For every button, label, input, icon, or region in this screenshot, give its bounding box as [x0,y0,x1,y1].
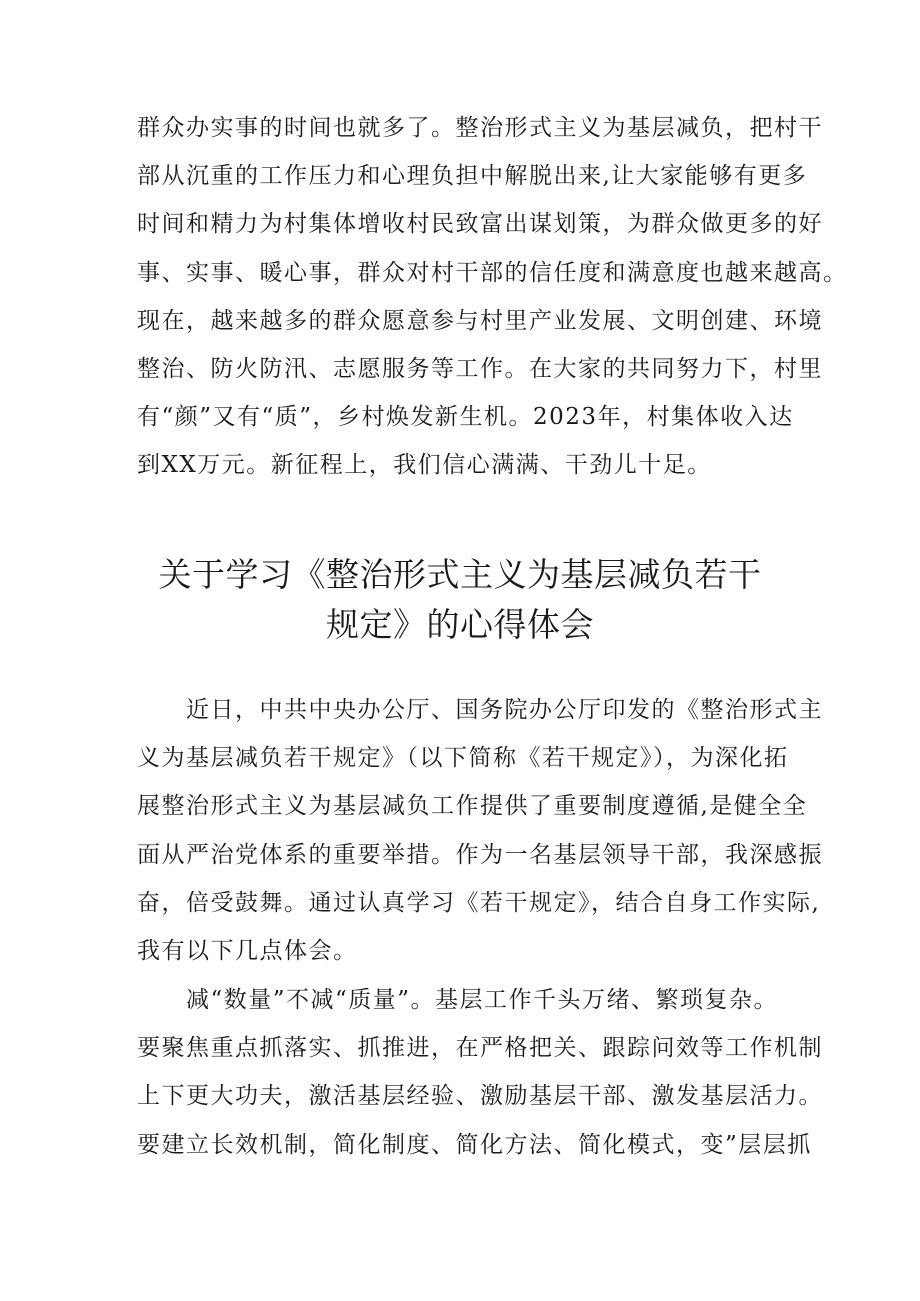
article-title [120,550,800,650]
intro-paragraph [137,686,823,975]
text-line: 有“颜”又有“质”，乡村焕发新生机。2023年，村集体收入达 [137,404,794,431]
text-line: 近日，中共中央办公厅、国务院办公厅印发的《整治形式主 [137,697,823,723]
text-line: 我有以下几点体会。 [137,938,358,965]
text-line: 事、实事、暖心事，群众对村干部的信任度和满意度也越来越高。 [137,259,848,286]
text-line: 上下更大功夫，激活基层经验、激励基层干部、激发基层活力。 [137,1083,823,1110]
text-line: 义为基层减负若干规定》（以下简称《若干规定》），为深化拓 [137,745,789,772]
text-line: 要聚焦重点抓落实、抓推进，在严格把关、跟踪问效等工作机制 [137,1035,823,1062]
text-line: 时间和精力为村集体增收村民致富出谋划策，为群众做更多的好 [137,211,823,238]
text-line: 整治、防火防汛、志愿服务等工作。在大家的共同努力下，村里 [137,356,823,383]
text-line: 奋，倍受鼓舞。通过认真学习《若干规定》，结合自身工作实际, [137,889,821,916]
continuation-paragraph [137,104,848,490]
text-line: 到XX万元。新征程上，我们信心满满、干劲儿十足。 [137,452,712,479]
text-line: 群众办实事的时间也就多了。整治形式主义为基层减负，把村干 [137,115,823,141]
text-line: 面从严治党体系的重要举措。作为一名基层领导干部，我深感振 [137,841,823,868]
text-line: 现在，越来越多的群众愿意参与村里产业发展、文明创建、环境 [137,307,823,334]
point-paragraph [137,976,823,1169]
text-line: 部从沉重的工作压力和心理负担中解脱出来,让大家能够有更多 [137,163,808,190]
text-line: 要建立长效机制，简化制度、简化方法、简化模式，变”层层抓 [137,1131,812,1158]
text-line: 减“数量”不减“质量”。基层工作千头万绪、繁琐复杂。 [137,987,779,1013]
title-line: 规定》的心得体会 [326,605,594,644]
text-line: 展整治形式主义为基层减负工作提供了重要制度遵循,是健全全 [137,793,808,820]
title-line: 关于学习《整治形式主义为基层减负若干 [158,555,762,594]
